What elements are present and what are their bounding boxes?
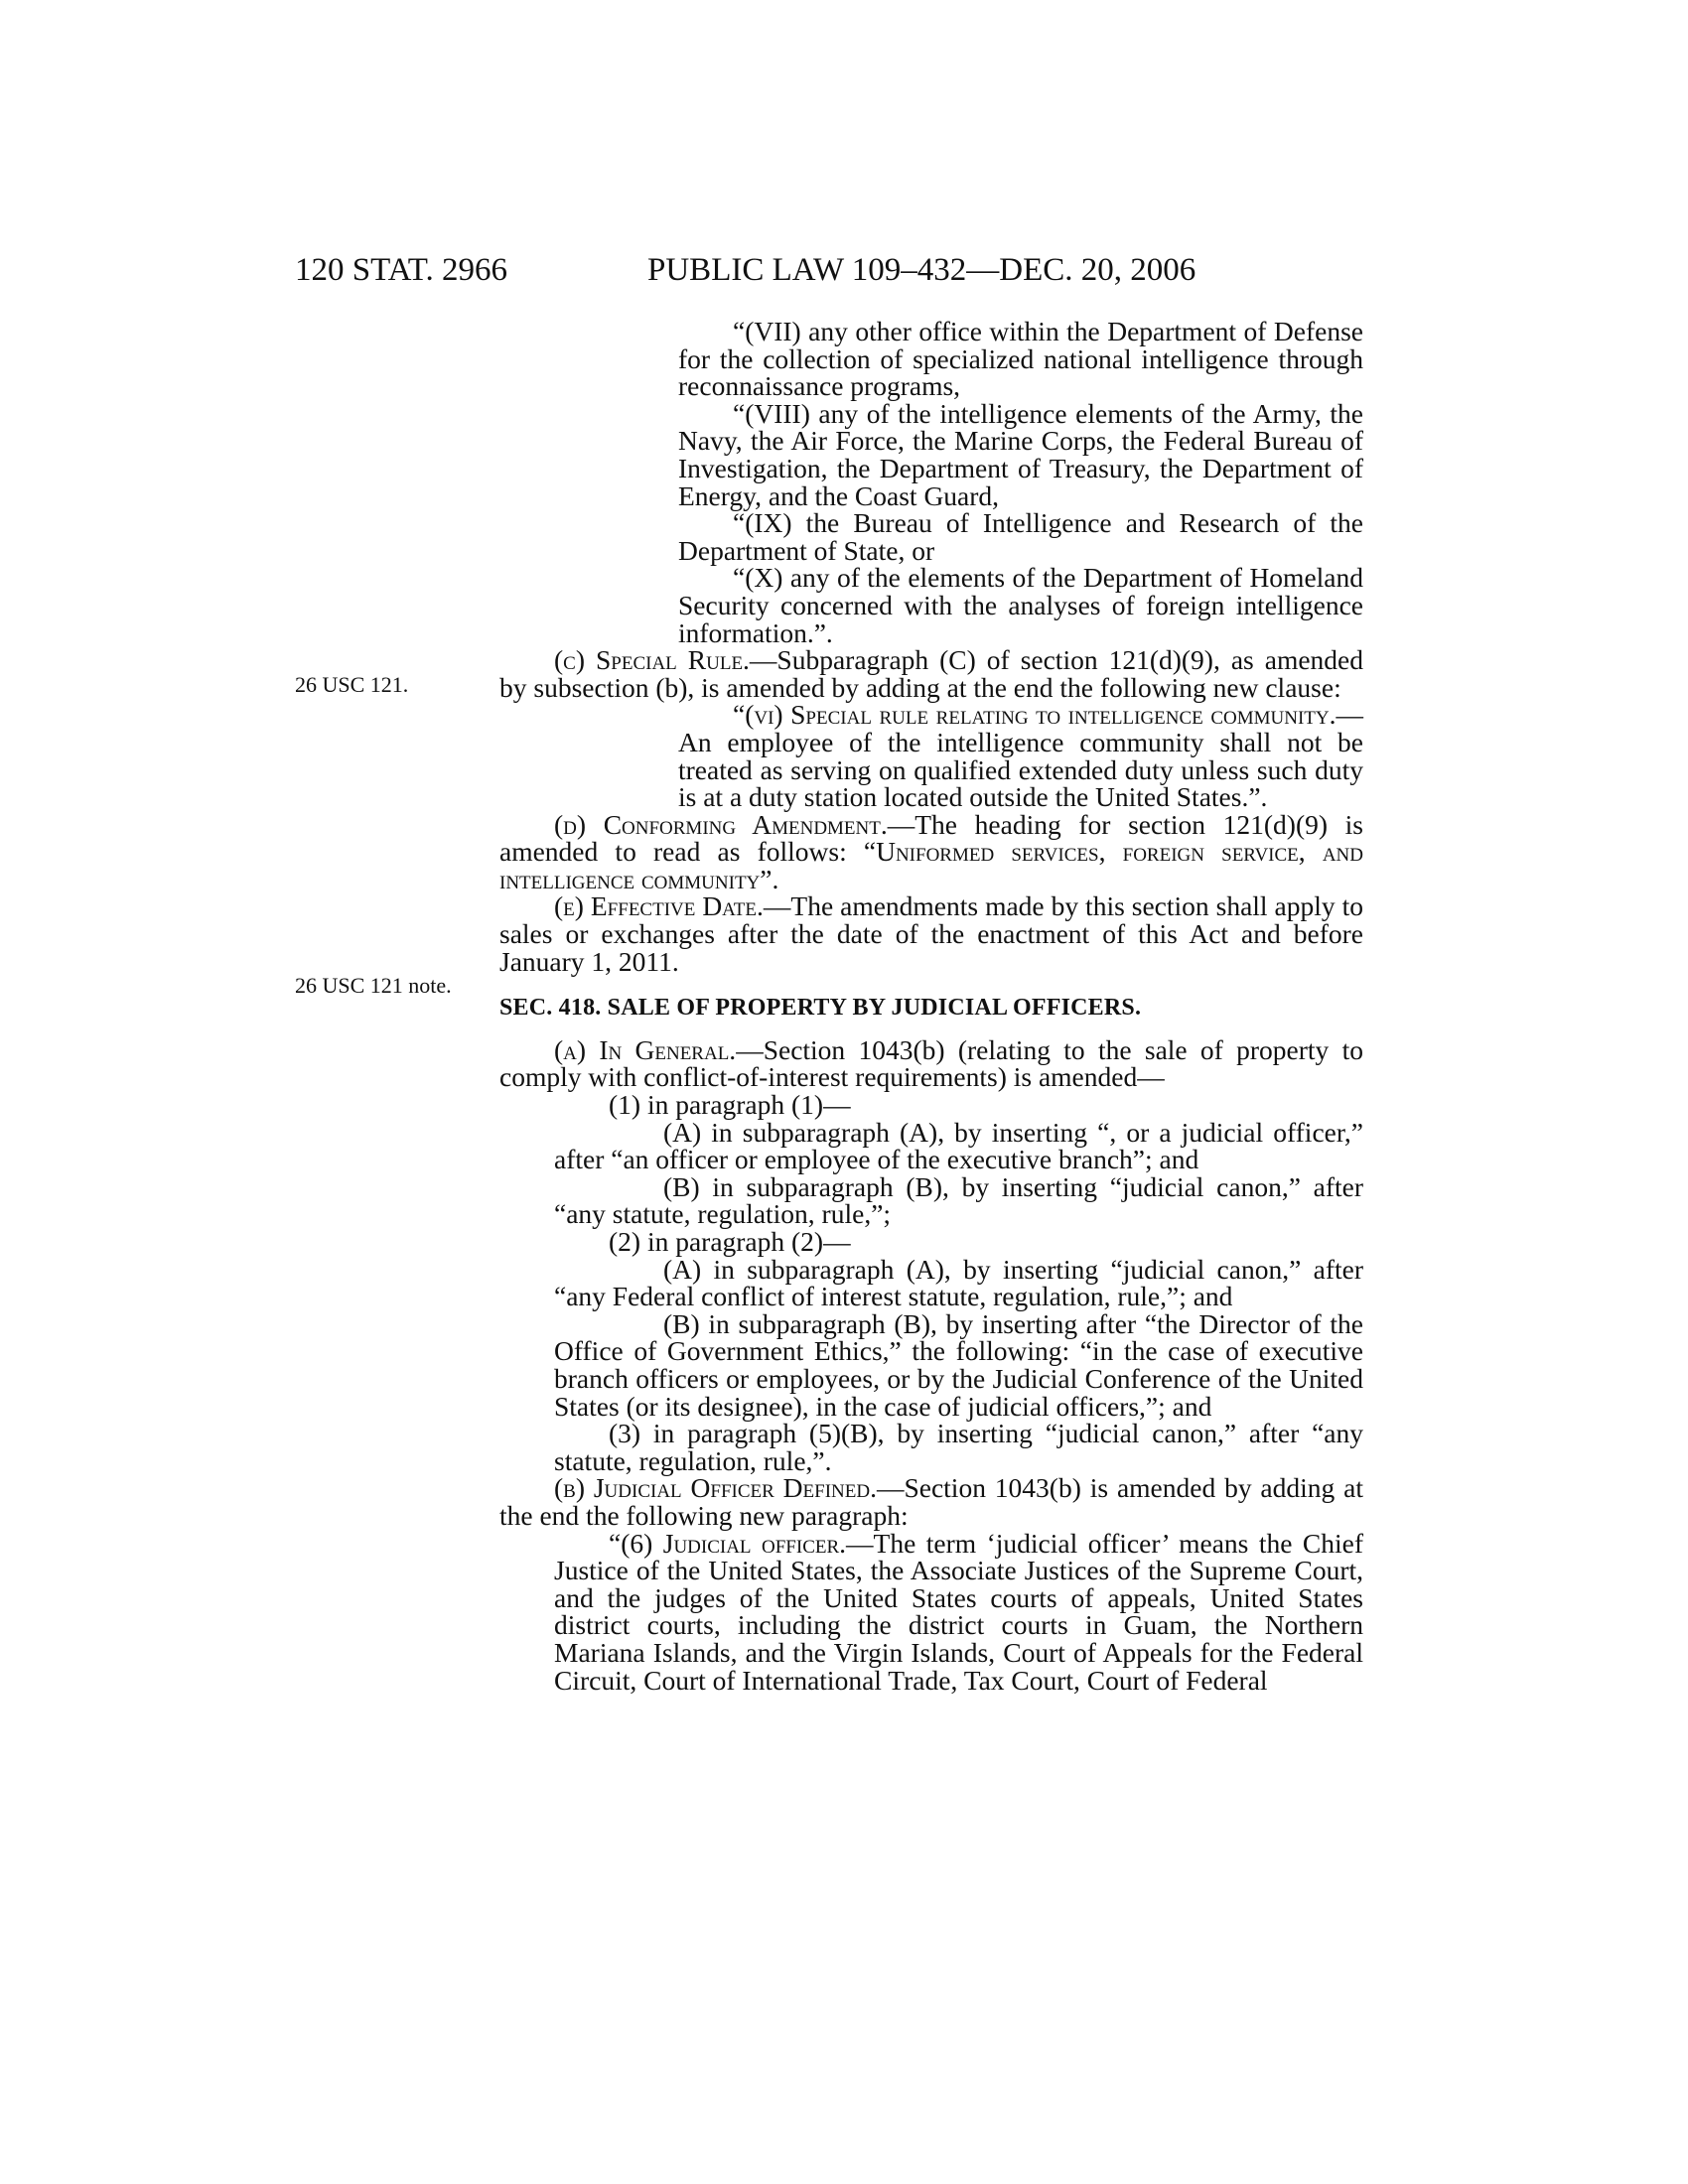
subsection-d-text: —The heading for section 121(d)(9) is amended to read as follows: xyxy=(499,808,1363,868)
subsection-e xyxy=(499,892,1363,975)
paragraph-a3: (3) in paragraph (5)(B), by inserting “judicial canon,” after “any statute, regulation, rule,”. xyxy=(554,1418,1363,1476)
clause-vi xyxy=(499,699,1363,813)
subsection-c-text: —Subparagraph (C) of section 121(d)(9), as amended by subsection (b), is amended by adding at the end the following new clause: xyxy=(499,644,1363,703)
subparagraph-a1B: (B) in subparagraph (B), by inserting “judicial canon,” after “any statute, regulation, rule,”; xyxy=(554,1170,1363,1230)
subparagraph-a2B: (B) in subparagraph (B), by inserting after “the Director of the Office of Government Ethics,” the following: “in the case of executive branch officers or employees, or by the Judicial Conference of the United States (or its designee), in the case of judicial officers,”; and xyxy=(554,1307,1363,1422)
document-body xyxy=(499,318,1363,1694)
subsection-c xyxy=(499,646,1363,701)
subsection-d-quote: “Uniformed services, foreign service, and intelligence community”. xyxy=(499,836,1364,894)
page-header-title: PUBLIC LAW 109–432—DEC. 20, 2006 xyxy=(647,252,1196,288)
subparagraph-a2A: (A) in subparagraph (A), by inserting “judicial canon,” after “any Federal conflict of interest statute, regulation, rule,”; and xyxy=(554,1253,1363,1312)
clause-x: “(X) any of the elements of the Department of Homeland Security concerned with the analyses of foreign intelligence information.”. xyxy=(678,562,1363,648)
clause-vi-text: —An employee of the intelligence community shall not be treated as serving on qualified extended duty unless such duty is at a duty station located outside the United States.”. xyxy=(678,699,1363,813)
subsection-a-heading: (a) In General. xyxy=(554,1033,737,1065)
page-stat-number: 120 STAT. 2966 xyxy=(295,252,508,288)
subparagraph-a1A: (A) in subparagraph (A), by inserting “, or a judicial officer,” after “an officer or employee of the executive branch”; and xyxy=(554,1116,1363,1175)
paragraph-b6 xyxy=(499,1527,1363,1696)
clause-viii: “(VIII) any of the intelligence elements of the Army, the Navy, the Air Force, the Marine Corps, the Federal Bureau of Investigation, the Department of Treasury, the Department of Energy, and the Coast Guard, xyxy=(678,397,1363,511)
paragraph-a1: (1) in paragraph (1)— xyxy=(609,1089,851,1121)
subsection-a-text: —Section 1043(b) (relating to the sale of property to comply with conflict-of-interest requirements) is amended— xyxy=(499,1033,1363,1093)
subsection-b-text: —Section 1043(b) is amended by adding at the end the following new paragraph: xyxy=(499,1472,1363,1531)
section-418-title: SEC. 418. SALE OF PROPERTY BY JUDICIAL OFFICERS. xyxy=(499,995,1142,1022)
clause-vi-heading: “(vi) Special rule relating to intelligence community. xyxy=(733,699,1336,731)
paragraph-b6-heading: “(6) Judicial officer. xyxy=(609,1527,847,1559)
subsection-b xyxy=(499,1474,1363,1529)
subsection-b-heading: (b) Judicial Officer Defined. xyxy=(554,1472,877,1504)
margin-note-26-usc-121: 26 USC 121. xyxy=(295,672,409,697)
subsection-d-heading: (d) Conforming Amendment. xyxy=(554,808,888,840)
subsection-c-heading: (c) Special Rule. xyxy=(554,644,750,676)
clause-ix: “(IX) the Bureau of Intelligence and Research of the Department of State, or xyxy=(678,507,1363,566)
subsection-a xyxy=(499,1033,1363,1093)
clause-vii: “(VII) any other office within the Department of Defense for the collection of specialized national intelligence through reconnaissance programs, xyxy=(678,316,1363,402)
subsection-d xyxy=(499,808,1364,894)
paragraph-a2: (2) in paragraph (2)— xyxy=(609,1226,851,1257)
subsection-e-text: —The amendments made by this section shall apply to sales or exchanges after the date of the enactment of this Act and before January 1, 2011. xyxy=(499,890,1363,977)
margin-note-26-usc-121-note: 26 USC 121 note. xyxy=(295,973,452,998)
subsection-e-heading: (e) Effective Date. xyxy=(554,890,764,922)
paragraph-b6-text: —The term ‘judicial officer’ means the Chief Justice of the United States, the Associate Justices of the Supreme Court, and the judges of the United States courts of appeals, United States district courts, including the district courts in Guam, the Northern Mariana Islands, and the Virgin Islands, Court of Appeals for the Federal Circuit, Court of International Trade, Tax Court, Court of Federal xyxy=(554,1527,1363,1696)
